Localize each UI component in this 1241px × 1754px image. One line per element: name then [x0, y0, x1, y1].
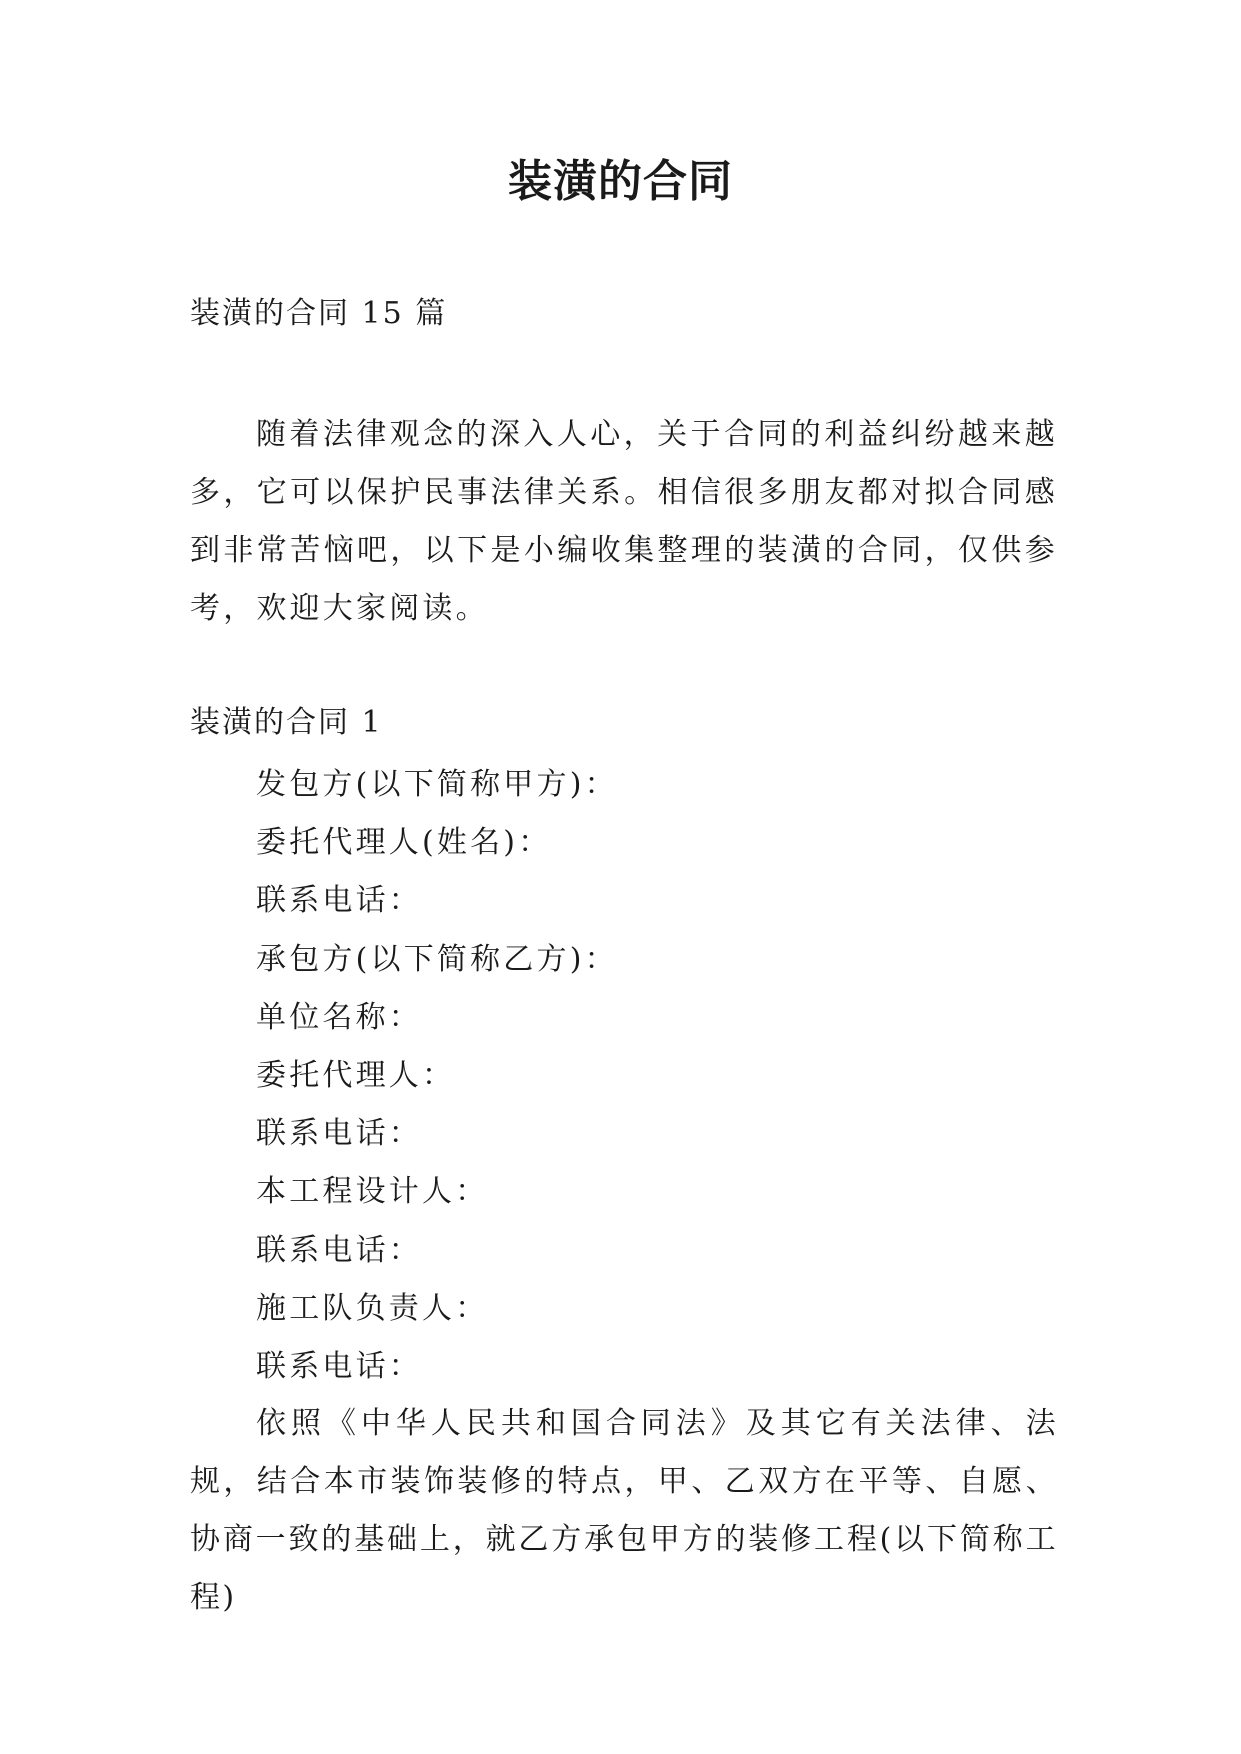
field-line-contractor-agent: 委托代理人：: [256, 1057, 456, 1093]
body-paragraph: 依照《中华人民共和国合同法》及其它有关法律、法规，结合本市装饰装修的特点，甲、乙双方在平等、自愿、协商一致的基础上，就乙方承包甲方的装修工程(以下简称工程): [190, 1406, 1058, 1615]
field-line-client-agent: 委托代理人(姓名)：: [256, 825, 552, 861]
field-line-company-name: 单位名称：: [256, 999, 422, 1035]
document-subtitle: 装潢的合同 15 篇: [190, 296, 448, 331]
section-heading: 装潢的合同 1: [190, 705, 383, 740]
intro-paragraph: 随着法律观念的深入人心，关于合同的利益纠纷越来越多，它可以保护民事法律关系。相信很多朋友都对拟合同感到非常苦恼吧，以下是小编收集整理的装潢的合同，仅供参考，欢迎大家阅读。: [190, 417, 1058, 626]
field-line-contractor: 承包方(以下简称乙方)：: [256, 941, 618, 977]
field-line-designer-phone: 联系电话：: [256, 1232, 422, 1268]
field-line-designer: 本工程设计人：: [256, 1174, 489, 1210]
field-line-crew-lead-phone: 联系电话：: [256, 1348, 422, 1384]
document-title: 装潢的合同: [508, 156, 733, 207]
field-line-crew-lead: 施工队负责人：: [256, 1290, 489, 1326]
field-line-contractor-phone: 联系电话：: [256, 1116, 422, 1152]
field-line-client-phone: 联系电话：: [256, 883, 422, 919]
field-line-client: 发包方(以下简称甲方)：: [256, 767, 618, 802]
contract-party-fields: [256, 756, 618, 1396]
